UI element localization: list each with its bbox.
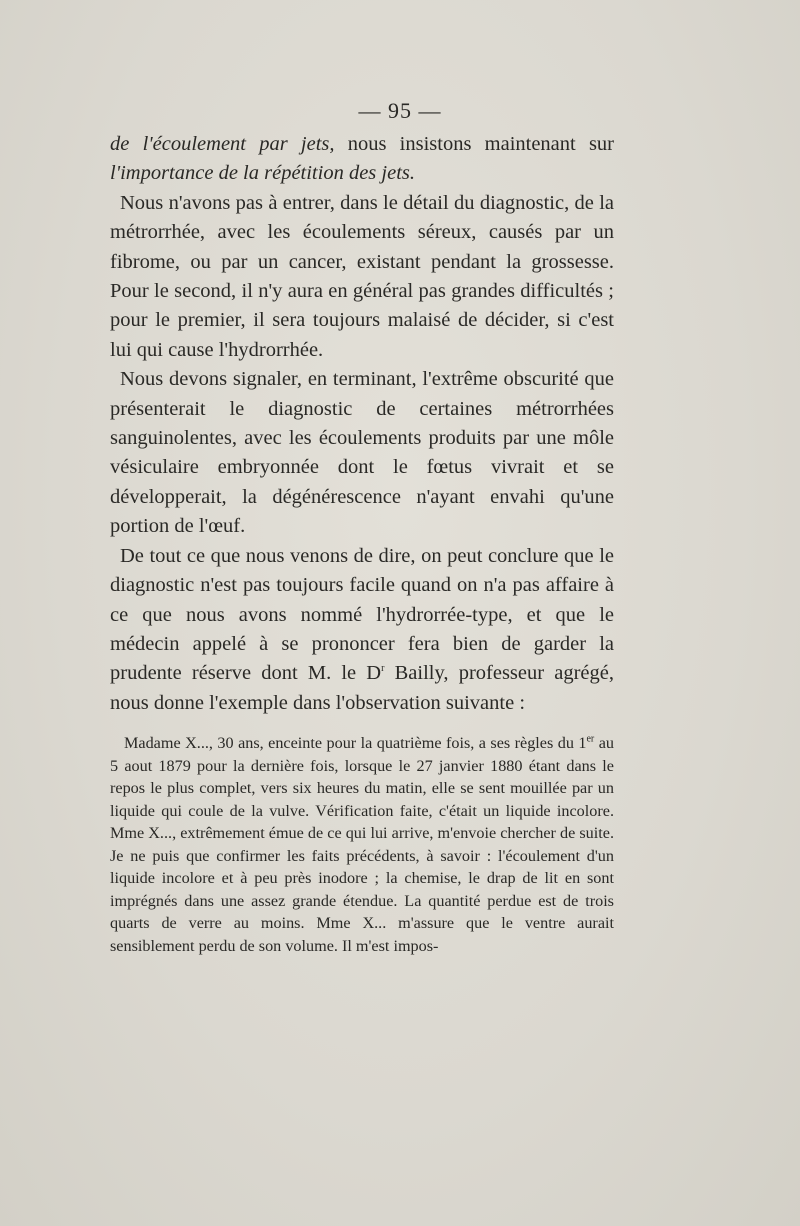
intro-paragraph — [110, 130, 614, 189]
paragraph-obscurity: Nous devons signaler, en terminant, l'extrême obscurité que présenterait le diagnostic de certaines métrorrhées sanguinolentes, avec les écoulements produits par une môle vésiculaire embryonnée dont le fœtus vivrait et se développerait, la dégénérescence n'ayant envahi qu'une portion de l'œuf. — [110, 368, 614, 538]
intro-italic-1: de l'écoulement par jets, — [110, 133, 335, 155]
main-text — [110, 130, 614, 718]
observation-part-1: Madame X..., 30 ans, enceinte pour la quatrième fois, a ses règles du 1 — [124, 734, 587, 752]
intro-text-1: nous insistons maintenant sur — [334, 133, 614, 155]
paragraph-conclusion — [110, 542, 614, 718]
observation-text — [110, 732, 614, 957]
page-number: — 95 — — [358, 98, 442, 123]
conclusion-text-1: De tout ce que nous venons de dire, on peut conclure que le diagnostic n'est pas toujours facile quand on n'a pas affaire à ce que nous avons nommé l'hydrorrée-type, et que le médecin appelé à se prononcer fera bien de garder la prudente réserve dont M. le D — [110, 544, 614, 685]
observation-superscript: er — [586, 733, 595, 745]
observation-part-2: au 5 aout 1879 pour la dernière fois, lorsque le 27 janvier 1880 étant dans le repos le plus complet, vers six heures du matin, elle se sent mouillée par un liquide qui coule de la vulve. Vérification faite, c'était un liquide incolore. Mme X..., extrêmement émue de ce qui lui arrive, m'envoie chercher de suite. Je ne puis que confirmer les faits précédents, à savoir : l'écoulement d'un liquide incolore et à peu près inodore ; la chemise, le drap de lit en sont imprégnés dans une assez grande étendue. La quantité perdue est de trois quarts de verre au moins. Mme X... m'assure que le ventre aurait sensiblement perdu de son volume. Il m'est impos- — [110, 734, 615, 955]
doctor-superscript: r — [381, 663, 385, 675]
intro-italic-2: l'importance de la répétition des jets. — [110, 162, 415, 185]
observation-paragraph — [110, 732, 614, 957]
conclusion-text-2: Bailly, professeur agrégé, nous donne l'exemple dans l'observation suivante : — [110, 662, 614, 714]
paragraph-diagnostic: Nous n'avons pas à entrer, dans le détail du diagnostic, de la métrorrhée, avec les écoulements séreux, causés par un fibrome, ou par un cancer, existant pendant la grossesse. Pour le second, il n'y aura en général pas grandes difficultés ; pour le premier, il sera toujours malaisé de décider, si c'est lui qui cause l'hydrorrhée. — [110, 191, 614, 361]
